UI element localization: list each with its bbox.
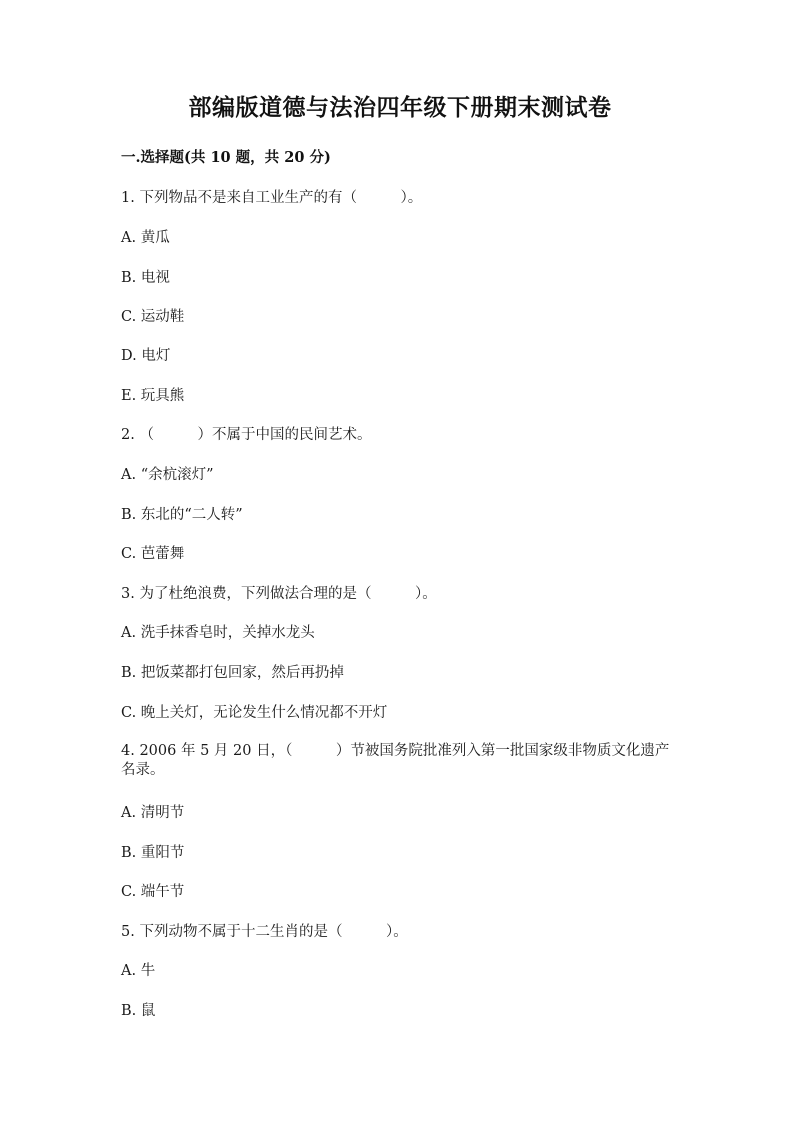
question-4-text: 4. 2006 年 5 月 20 日，（ ）节被国务院批准列入第一批国家级非物质文化遗产名录。: [121, 743, 670, 778]
question-4-option-c: C. 端午节: [121, 884, 185, 900]
question-2-text: 2. （ ）不属于中国的民间艺术。: [121, 427, 372, 443]
document-title: 部编版道德与法治四年级下册期末测试卷: [188, 94, 612, 121]
question-1-option-b: B. 电视: [121, 270, 170, 286]
question-1-option-a: A. 黄瓜: [121, 230, 170, 246]
question-1-text: 1. 下列物品不是来自工业生产的有（ ）。: [121, 190, 423, 206]
question-1-option-e: E. 玩具熊: [121, 388, 185, 404]
question-4-option-b: B. 重阳节: [121, 845, 185, 861]
question-5-option-a: A. 牛: [121, 963, 156, 979]
question-3-option-b: B. 把饭菜都打包回家，然后再扔掉: [121, 665, 344, 681]
question-4-option-a: A. 清明节: [121, 805, 185, 821]
question-5-option-b: B. 鼠: [121, 1003, 156, 1019]
question-3-option-c: C. 晚上关灯，无论发生什么情况都不开灯: [121, 705, 388, 721]
question-2-option-c: C. 芭蕾舞: [121, 546, 185, 562]
question-1-option-c: C. 运动鞋: [121, 309, 185, 325]
question-1-option-d: D. 电灯: [121, 348, 171, 364]
question-5-text: 5. 下列动物不属于十二生肖的是（ ）。: [121, 924, 408, 940]
question-2-option-a: A. “余杭滚灯”: [121, 467, 214, 483]
question-3-text: 3. 为了杜绝浪费，下列做法合理的是（ ）。: [121, 586, 437, 602]
question-3-option-a: A. 洗手抹香皂时，关掉水龙头: [121, 625, 315, 641]
question-2-option-b: B. 东北的“二人转”: [121, 507, 243, 523]
section-heading-multiple-choice: 一.选择题(共 10 题，共 20 分): [121, 149, 331, 166]
